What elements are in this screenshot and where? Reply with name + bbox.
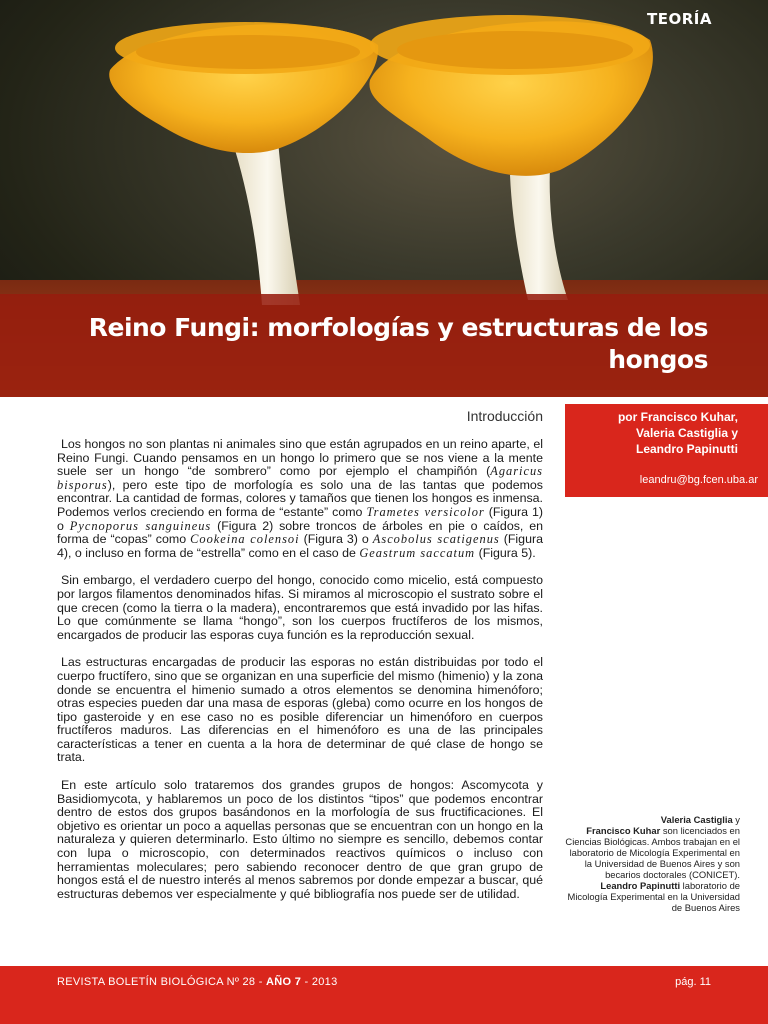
text: y — [732, 814, 740, 825]
paragraph-3: Las estructuras encargadas de producir las esporas no están distribuidas por todo el cuerpo fructífero, sino que se organizan en una superficie del mismo (himenio) y la zona donde se encuentra el himenio sumado a otros elementos se denomina himenóforo; otras especies pueden dar una masa de esporas (gleba) como ocurre en los hongos de tipo gasteroide y en ese caso no es posible diferenciar un himenóforo en cuerpos fructíferos maduros. Las diferencias en el himenóforo es una de las principales características a tener en cuenta a la hora de determinar de qué clase de hongo se trata. — [57, 655, 543, 765]
author-line: Leandro Papinutti — [636, 442, 738, 456]
text: ), pero este tipo de morfología es solo una de las tantas que podemos encontrar. La cantidad de formas, colores y tamaños que tienen los hongos es inmensa. Podemos verlos creciendo en forma de “estante” como — [57, 477, 543, 519]
species-name: Cookeina colensoi — [190, 532, 300, 547]
paragraph-2: Sin embargo, el verdadero cuerpo del hongo, conocido como micelio, está compuesto por largos filamentos denominados hifas. Si miramos al microscopio el sustrato sobre el que crecen (como la tierra o la madera), encontraremos que está invadido por las hifas. Lo que comúnmente se llama “hongo”, son los cuerpos fructíferos de los mismos, encargados de producir las esporas cuya función es la reproducción sexual. — [57, 573, 543, 642]
species-name: Ascobolus scatigenus — [372, 532, 500, 547]
paragraph-4: En este artículo solo trataremos dos grandes grupos de hongos: Ascomycota y Basidiomycota, y hablaremos un poco de los distintos “tipos” que podemos encontrar dentro de estos dos grupos basándonos en la morfología de sus fructificaciones. El objetivo es orientar un poco a aquellas personas que se encuentran con un hongo en la naturaleza y quieren determinarlo. Esto último no siempre es sencillo, debemos contar con lupa o microscopio, con determinados reactivos químicos o incluso con herramientas moleculares; pero sabiendo reconocer dentro de que gran grupo de hongos está el de nuestro interés al menos sabremos por donde empezar a buscar, qué estructuras debemos ver especialmente y qué bibliografía nos puede ser de utilidad. — [57, 778, 543, 901]
author-bio — [560, 814, 740, 913]
magazine-date: - 2013 — [301, 976, 338, 988]
header-photo — [0, 0, 768, 397]
text: son licenciados en Ciencias Biológicas. Ambos trabajan en el laboratorio de Micología Experimental en la Universidad de Buenos Aires y son becarios doctorales (CONICET). — [565, 825, 740, 880]
species-name: Pycnoporus sanguineus — [69, 518, 212, 533]
text: (Figura 2) sobre troncos de árboles en pie o caídos, en forma de “copas” como — [57, 518, 543, 547]
text: (Figura 3) o — [299, 532, 373, 547]
magazine-info — [57, 976, 338, 988]
page-footer — [0, 966, 768, 1024]
magazine-name: REVISTA BOLETÍN BIOLÓGICA Nº 28 - — [57, 976, 267, 988]
page-number: pág. 11 — [675, 976, 711, 988]
species-name: Agaricus bisporus — [57, 464, 543, 492]
text: (Figura 1) o — [57, 504, 543, 533]
species-name: Trametes versicolor — [366, 504, 485, 519]
text: Los hongos no son plantas ni animales sino que están agrupados en un reino aparte, el Reino Fungi. Cuando pensamos en un hongo lo primero que se nos viene a la mente suele ser un hongo “de sombrero” como por ejemplo el champiñón ( — [57, 437, 543, 479]
bio-name: Valeria Castiglia — [660, 814, 733, 825]
article-title: Reino Fungi: morfologías y estructuras de los hongos — [88, 313, 708, 374]
text: laboratorio de Micología Experimental en la Universidad de Buenos Aires — [567, 880, 740, 913]
author-line: Valeria Castiglia y — [635, 426, 738, 440]
section-label: TEORÍA — [647, 10, 712, 28]
species-name: Geastrum saccatum — [359, 545, 476, 560]
title-band — [0, 294, 768, 397]
bio-name: Francisco Kuhar — [586, 825, 661, 836]
article-body — [57, 438, 543, 915]
bio-name: Leandro Papinutti — [600, 880, 681, 891]
paragraph-1 — [57, 438, 543, 560]
magazine-year: AÑO 7 — [266, 976, 302, 988]
author-email[interactable]: leandru@bg.fcen.uba.ar — [639, 474, 758, 486]
author-box — [565, 404, 768, 497]
section-heading: Introducción — [466, 408, 543, 424]
author-names — [558, 409, 738, 457]
author-line: por Francisco Kuhar, — [617, 410, 738, 424]
text: (Figura 4), o incluso en forma de “estrella” como en el caso de — [57, 532, 543, 560]
text: (Figura 5). — [475, 545, 536, 560]
